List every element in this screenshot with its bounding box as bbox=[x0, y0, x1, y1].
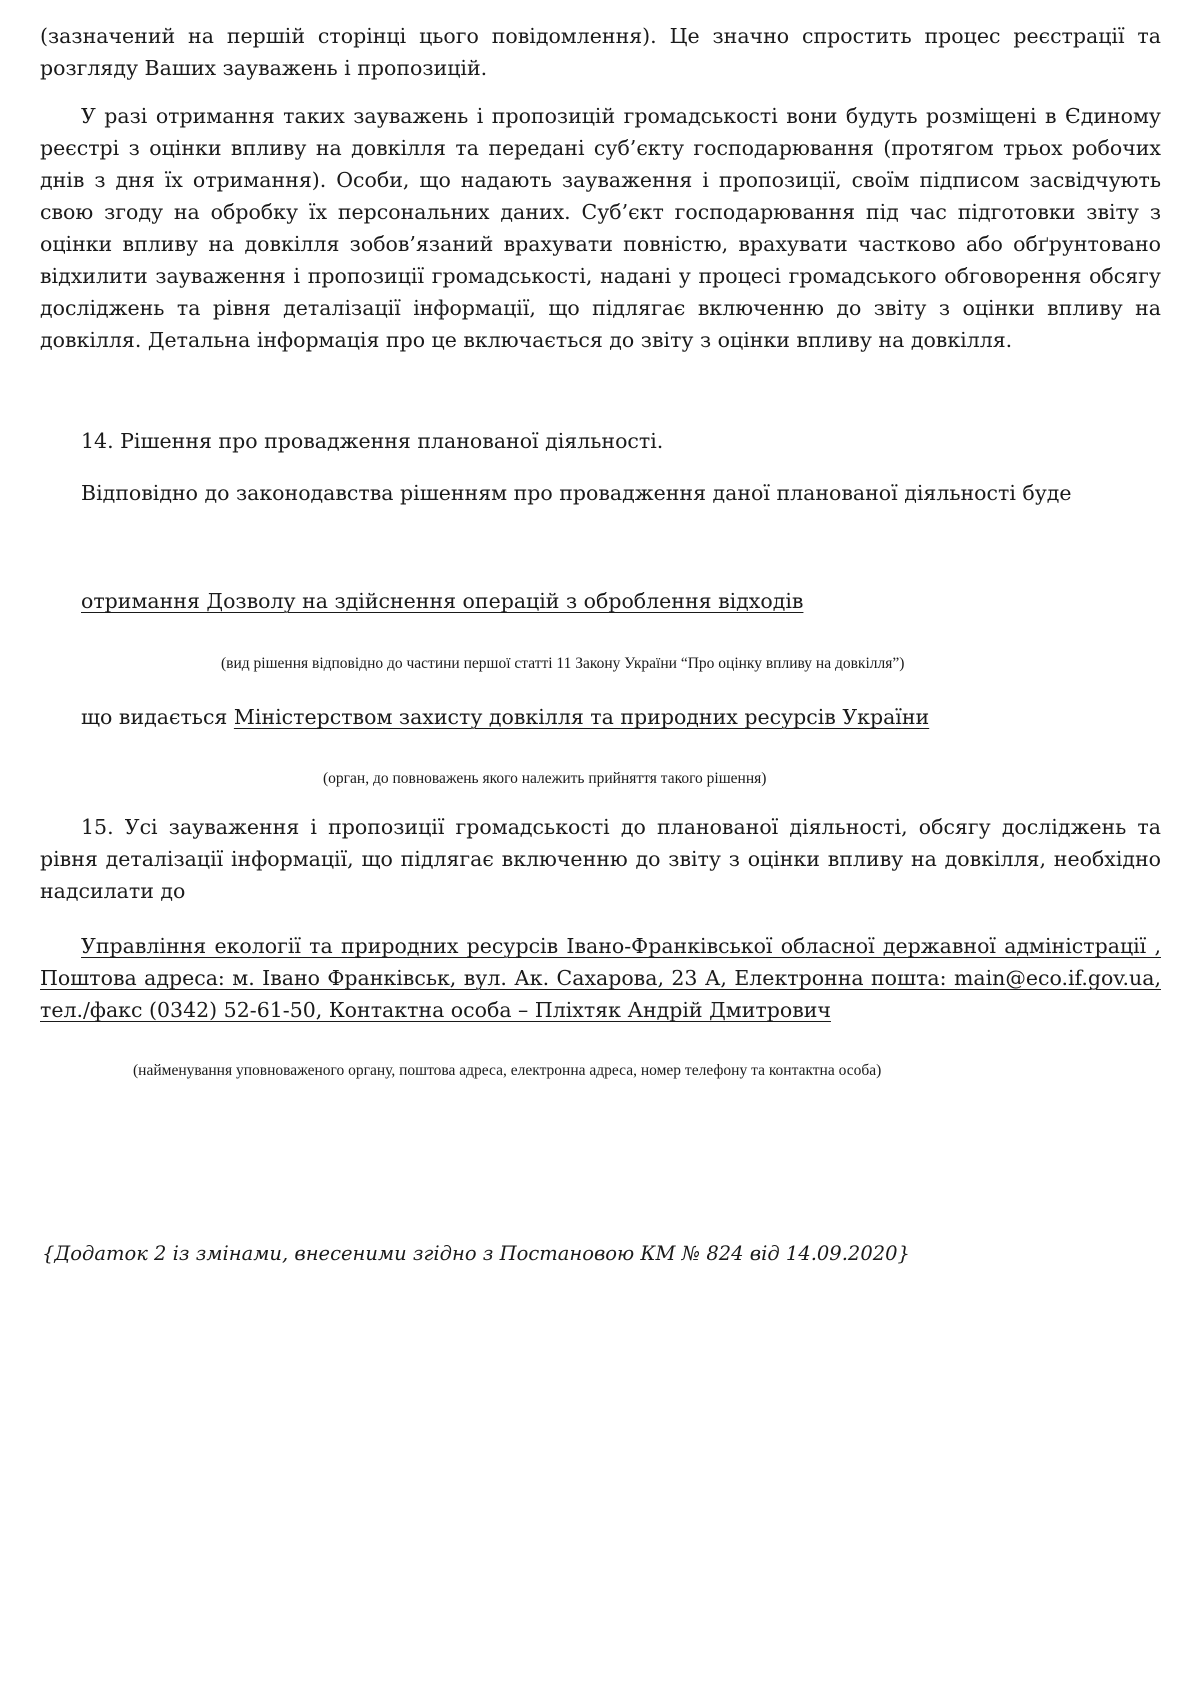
authority-caption: (найменування уповноваженого органу, поштова адреса, електронна адреса, номер телефону та контактна особа) bbox=[133, 1062, 882, 1079]
authority-contacts bbox=[40, 930, 1161, 1026]
decision-type bbox=[81, 585, 803, 617]
issued-by-line bbox=[81, 701, 929, 733]
decision-type-caption: (вид рішення відповідно до частини першої статті 11 Закону України “Про оцінку впливу на довкілля”) bbox=[221, 655, 905, 672]
authority-contacts-value: Управління екології та природних ресурсів Івано-Франківської обласної державної адміністрації , Поштова адреса: м. Івано Франківськ, вул. Ак. Сахарова, 23 А, Електронна пошта: main@eco.if.gov.ua, тел./факс (0342) 52-61-50, Контактна особа – Пліхтяк Андрій Дмитрович bbox=[40, 934, 1161, 1022]
issued-by-authority: Міністерством захисту довкілля та природних ресурсів України bbox=[233, 705, 930, 729]
issued-by-prefix: що видається bbox=[81, 705, 234, 729]
section-14-heading: 14. Рішення про провадження планованої діяльності. bbox=[81, 429, 664, 453]
section-14-text: Відповідно до законодавства рішенням про провадження даної планованої діяльності буде bbox=[81, 481, 1072, 505]
amendment-note: {Додаток 2 із змінами, внесеними згідно з Постановою КМ № 824 від 14.09.2020} bbox=[42, 1242, 910, 1265]
decision-type-value: отримання Дозволу на здійснення операцій з оброблення відходів bbox=[81, 589, 804, 613]
issued-by-caption: (орган, до повноважень якого належить прийняття такого рішення) bbox=[323, 770, 767, 787]
paragraph-registry: У разі отримання таких зауважень і пропозицій громадськості вони будуть розміщені в Єдиному реєстрі з оцінки впливу на довкілля та передані суб’єкту господарювання (протягом трьох робочих днів з дня їх отримання). Особи, що надають зауваження і пропозиції, своїм підписом засвідчують свою згоду на обробку їх персональних даних. Суб’єкт господарювання під час підготовки звіту з оцінки впливу на довкілля зобов’язаний врахувати повністю, врахувати частково або обґрунтовано відхилити зауваження і пропозиції громадськості, надані у процесі громадського обговорення обсягу досліджень та рівня деталізації інформації, що підлягає включенню до звіту з оцінки впливу на довкілля. Детальна інформація про це включається до звіту з оцінки впливу на довкілля. bbox=[40, 104, 1161, 352]
paragraph-intro-end: (зазначений на першій сторінці цього повідомлення). Це значно спростить процес реєстрації та розгляду Ваших зауважень і пропозицій. bbox=[40, 24, 1161, 80]
section-15-text: 15. Усі зауваження і пропозиції громадськості до планованої діяльності, обсягу досліджень та рівня деталізації інформації, що підлягає включенню до звіту з оцінки впливу на довкілля, необхідно надсилати до bbox=[40, 815, 1161, 903]
